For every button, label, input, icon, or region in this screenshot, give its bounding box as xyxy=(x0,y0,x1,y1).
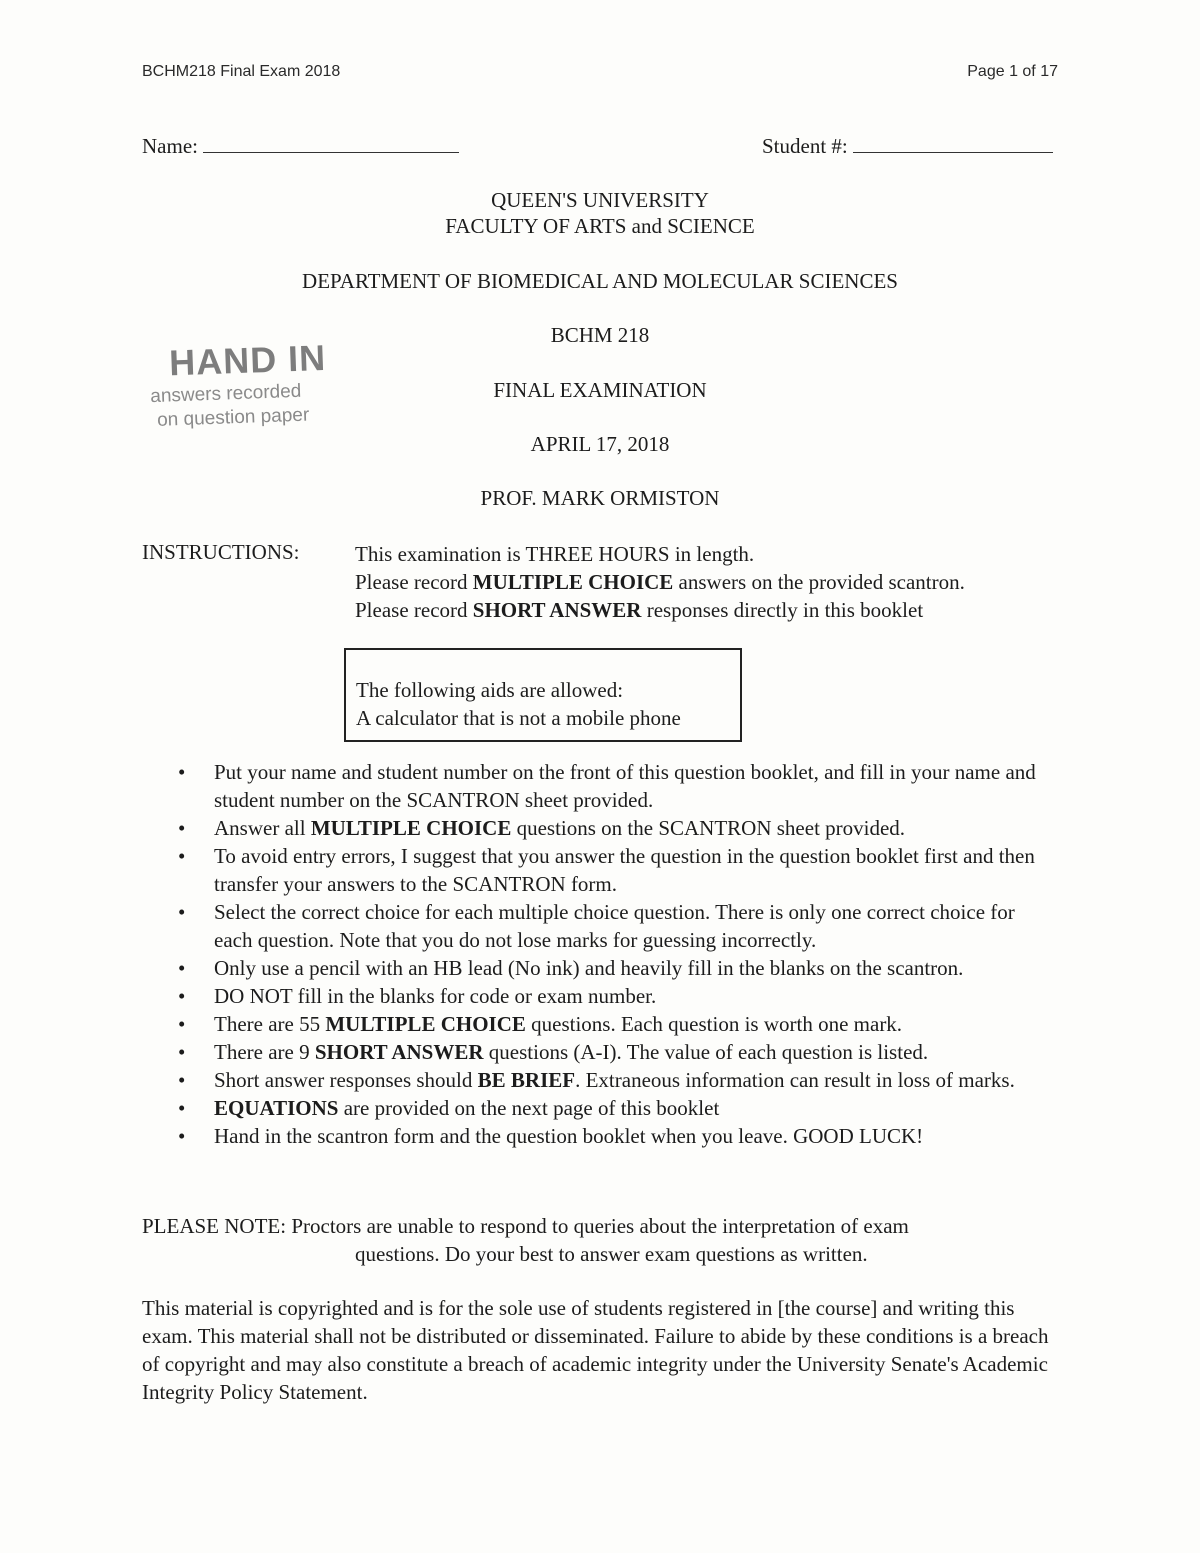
proctor-note xyxy=(142,1212,1042,1268)
rule-item: • Answer all MULTIPLE CHOICE questions on the SCANTRON sheet provided. xyxy=(178,816,906,840)
exam-type: FINAL EXAMINATION xyxy=(493,378,707,402)
rule-item: • There are 9 SHORT ANSWER questions (A-I). The value of each question is listed. xyxy=(178,1040,929,1064)
university-name: QUEEN'S UNIVERSITY xyxy=(491,188,709,212)
stamp-line-1: answers recorded xyxy=(149,380,302,408)
rule-item: • To avoid entry errors, I suggest that you answer the question in the question booklet first and then transfer your answers to the SCANTRON form. xyxy=(178,844,1035,896)
bullet-dot-icon: • xyxy=(178,1068,186,1092)
copyright-notice: This material is copyrighted and is for the sole use of students registered in [the course] and writing this exam. This material shall not be distributed or disseminated. Failure to abide by these conditions is a breach of copyright and may also constitute a breach of academic integrity under the University Senate's Academic Integrity Policy Statement. xyxy=(142,1296,1049,1404)
rule-item: • EQUATIONS are provided on the next page of this booklet xyxy=(178,1096,720,1120)
header-exam-title: BCHM218 Final Exam 2018 xyxy=(142,63,341,80)
stamp-line-2: on question paper xyxy=(156,404,310,431)
student-number-label: Student #: xyxy=(762,134,848,158)
name-blank[interactable] xyxy=(203,152,459,153)
instruction-short-answer: Please record SHORT ANSWER responses directly in this booklet xyxy=(355,598,924,622)
department-name: DEPARTMENT OF BIOMEDICAL AND MOLECULAR SCIENCES xyxy=(302,269,898,293)
bullet-dot-icon: • xyxy=(178,956,186,980)
bullet-dot-icon: • xyxy=(178,1012,186,1036)
bullet-dot-icon: • xyxy=(178,900,186,924)
bullet-dot-icon: • xyxy=(178,1096,186,1120)
rule-item: • DO NOT fill in the blanks for code or exam number. xyxy=(178,984,657,1008)
rule-item: • Put your name and student number on the front of this question booklet, and fill in your name and student number on the SCANTRON sheet provided. xyxy=(178,760,1036,812)
bullet-dot-icon: • xyxy=(178,816,186,840)
stamp-title: HAND IN xyxy=(168,336,327,384)
bullet-dot-icon: • xyxy=(178,984,186,1008)
name-field xyxy=(142,134,459,159)
faculty-name: FACULTY OF ARTS and SCIENCE xyxy=(445,214,755,238)
student-number-field xyxy=(762,134,1053,159)
course-code: BCHM 218 xyxy=(550,323,650,347)
aids-calculator: A calculator that is not a mobile phone xyxy=(356,706,681,730)
bullet-dot-icon: • xyxy=(178,760,186,784)
rule-item: • There are 55 MULTIPLE CHOICE questions. Each question is worth one mark. xyxy=(178,1012,903,1036)
note-line-1: PLEASE NOTE: Proctors are unable to respond to queries about the interpretation of exam xyxy=(142,1214,909,1238)
note-line-2: questions. Do your best to answer exam questions as written. xyxy=(355,1242,868,1266)
header-page-number: Page 1 of 17 xyxy=(967,63,1058,80)
exam-date: APRIL 17, 2018 xyxy=(530,432,670,456)
rule-item: • Only use a pencil with an HB lead (No ink) and heavily fill in the blanks on the scantron. xyxy=(178,956,964,980)
instruction-duration: This examination is THREE HOURS in length. xyxy=(355,542,755,566)
professor-name: PROF. MARK ORMISTON xyxy=(480,486,720,510)
instruction-multiple-choice: Please record MULTIPLE CHOICE answers on the provided scantron. xyxy=(355,570,965,594)
student-number-blank[interactable] xyxy=(853,152,1053,153)
instructions-block xyxy=(355,540,965,624)
aids-heading: The following aids are allowed: xyxy=(356,678,624,702)
rule-item: • Short answer responses should BE BRIEF. Extraneous information can result in loss of marks. xyxy=(178,1068,1015,1092)
instructions-label: INSTRUCTIONS: xyxy=(142,540,300,564)
rules-list xyxy=(178,758,1058,1150)
bullet-dot-icon: • xyxy=(178,844,186,868)
hand-in-stamp xyxy=(148,337,328,433)
rule-item: • Select the correct choice for each multiple choice question. There is only one correct choice for each question. Note that you do not lose marks for guessing incorrectly. xyxy=(178,900,1015,952)
bullet-dot-icon: • xyxy=(178,1040,186,1064)
allowed-aids-box xyxy=(344,648,742,742)
name-label: Name: xyxy=(142,134,198,158)
rule-item: • Hand in the scantron form and the question booklet when you leave. GOOD LUCK! xyxy=(178,1124,924,1148)
bullet-dot-icon: • xyxy=(178,1124,186,1148)
